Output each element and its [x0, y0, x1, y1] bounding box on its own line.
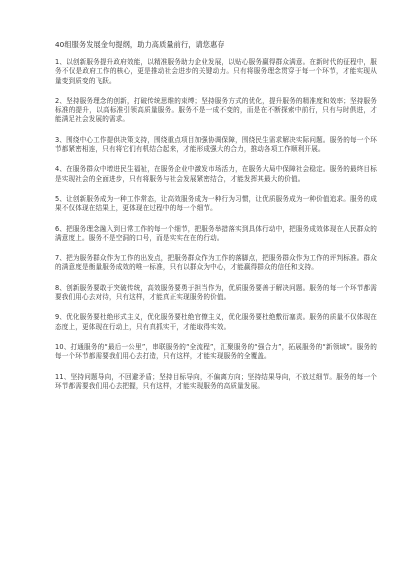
document-title: 40组服务发展金句提纲，助力高质量前行，请您惠存 [55, 40, 225, 49]
paragraph-10: 10、打通服务的“最后一公里”，串联服务的“全流程”，汇聚服务的“强合力”，拓展服务的“新领域”。服务的每一个环节都需要我们用心去打造，只有这样，才能实现服务的全覆盖。 [55, 342, 377, 361]
paragraph-4: 4、在服务群众中增进民生福祉，在服务企业中激发市场活力，在服务大局中保障社会稳定。服务的最终目标是实现社会的全面进步，只有将服务与社会发展紧密结合，才能发挥其最大的价值。 [55, 165, 377, 183]
paragraph-6: 6、把服务理念融入到日常工作的每一个细节，把服务举措落实到具体行动中，把服务成效体现在人民群众的满意度上。服务不是空洞的口号，而是实实在在的行动。 [55, 224, 377, 242]
paragraph-2: 2、坚持服务理念的创新，打破传统思维的束缚；坚持服务方式的优化，提升服务的精准度和效率；坚持服务标准的提升，以高标准引领高质量服务。服务不是一成不变的，而是在不断探索中前行，只有与时俱进，才能满足社会发展的需求。 [55, 96, 377, 124]
paragraph-8: 8、创新服务要敢于突破传统，高效服务要勇于担当作为，优质服务要善于解决问题。服务的每一个环节都需要我们用心去对待，只有这样，才能真正实现服务的价值。 [55, 283, 377, 302]
paragraph-9: 9、优化服务要杜绝形式主义，优化服务要杜绝官僚主义，优化服务要杜绝敷衍塞责。服务的质量不仅体现在态度上，更体现在行动上，只有真抓实干，才能取得实效。 [55, 313, 377, 331]
paragraph-5: 5、让创新服务成为一种工作常态，让高效服务成为一种行为习惯，让优质服务成为一种价值追求。服务的成果不仅体现在结果上，更体现在过程中的每一个细节。 [55, 194, 377, 213]
paragraph-1: 1、以创新服务提升政府效能，以精准服务助力企业发展，以贴心服务赢得群众满意。在新时代的征程中，服务不仅是政府工作的核心，更是推动社会进步的关键动力。只有将服务理念贯穿于每一个环节，才能实现从量变到质变的飞跃。 [55, 58, 377, 85]
paragraph-3: 3、围绕中心工作提供决策支持，围绕重点项目加强协调保障，围绕民生需求解决实际问题。服务的每一个环节都紧密相连，只有将它们有机结合起来，才能形成强大的合力，推动各项工作顺利开展。 [55, 135, 377, 154]
paragraph-11: 11、坚持问题导向，不回避矛盾；坚持目标导向，不偏离方向；坚持结果导向，不放过细节。服务的每一个环节都需要我们用心去把握，只有这样，才能实现服务的高质量发展。 [55, 372, 377, 390]
paragraph-7: 7、把为服务群众作为工作的出发点，把服务群众作为工作的落脚点，把服务群众作为工作的评判标准。群众的满意度是衡量服务成效的唯一标准，只有以群众为中心，才能赢得群众的信任和支持。 [55, 254, 377, 272]
